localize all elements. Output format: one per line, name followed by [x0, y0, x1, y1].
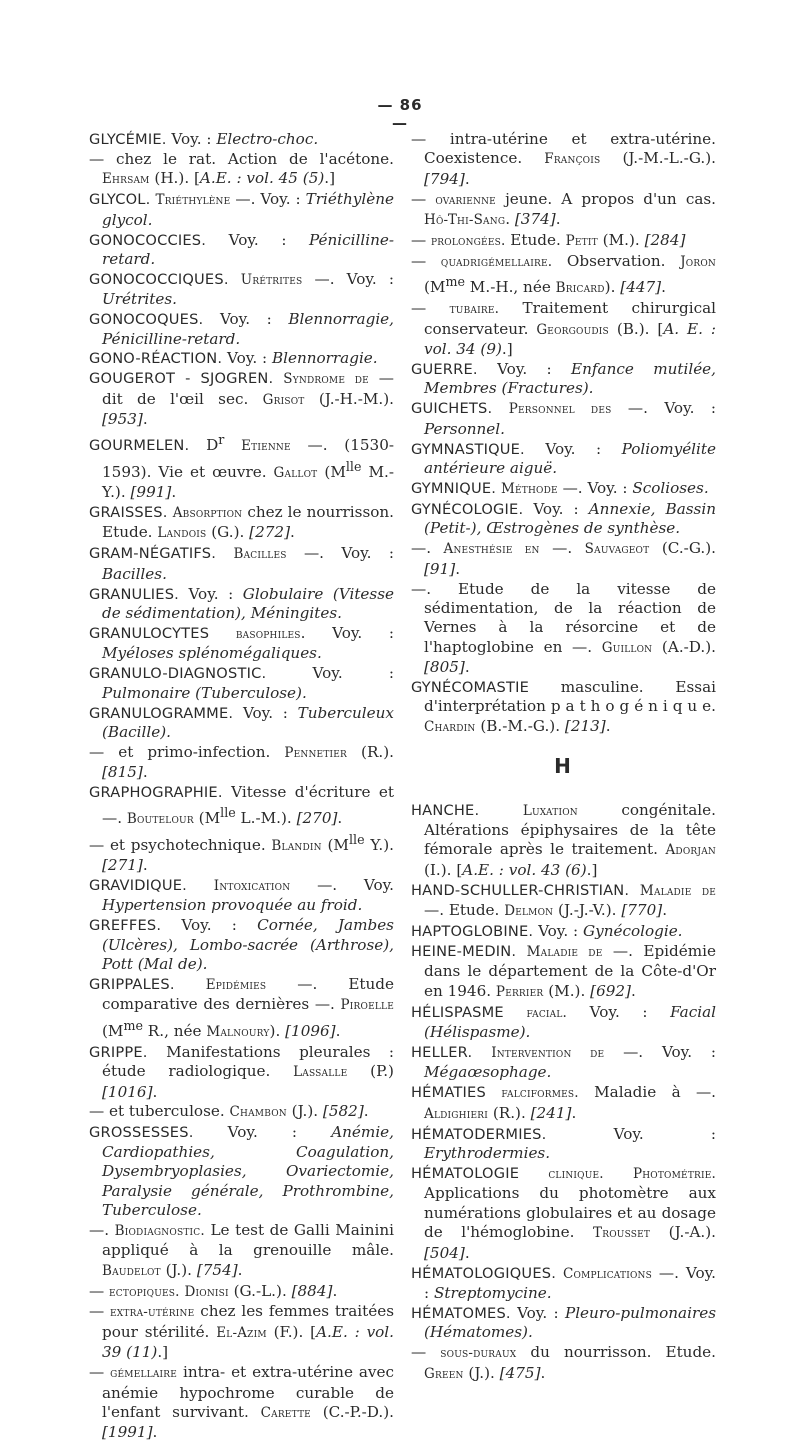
index-entry: — gémellaire intra- et extra-utérine avec anémie hypochrome curable de l'enfant survivant. Carette (C.-P.-D.). [1991].	[89, 1363, 395, 1442]
page-number: — 86 —	[377, 96, 423, 132]
index-entry: — ovarienne jeune. A propos d'un cas. Hô-Thi-Sang. [374].	[411, 189, 717, 229]
index-entry: GONOCOCCIQUES. Urétrites —. Voy. : Urétrites.	[89, 269, 394, 309]
index-entry: GRANULIES. Voy. : Globulaire (Vitesse de sédimentation), Méningites.	[89, 584, 394, 622]
index-entry: GRAPHOGRAPHIE. Vitesse d'écriture et —. Boutelour ($M^{lle}$ L.-M.). [270].	[89, 783, 394, 827]
index-entry: GYMNASTIQUE. Voy. : Poliomyélite antérieure aiguë.	[411, 439, 716, 478]
index-entry: — et psychotechnique. Blandin ($M^{lle}$ Y.). [271].	[89, 831, 394, 874]
index-entry: GROSSESSES. Voy. : Anémie, Cardiopathies, Coagulation, Dysembryoplasies, Ovariectomie, Paralysie générale, Prothrombine, Tuberculose.	[89, 1123, 394, 1219]
index-entry: GOURMELEN. $D^r$ Etienne —. (1530-1593). Vie et œuvre. Gallot ($M^{lle}$ M.-Y.). [991].	[89, 432, 394, 502]
index-entry: GYMNIQUE. Méthode —. Voy. : Scolioses.	[411, 478, 709, 497]
index-entry: HÉLISPASME facial. Voy. : Facial (Hélispasme).	[411, 1002, 716, 1042]
index-entry: —. Etude de la vitesse de sédimentation, de la réaction de Vernes à la résorcine et de l'haptoglobine en —. Guillon (A.-D.). [805].	[411, 579, 716, 677]
index-entry: — intra-utérine et extra-utérine. Coexistence. François (J.-M.-L.-G.). [794].	[411, 130, 716, 188]
index-entry: HANCHE. Luxation congénitale. Altérations épiphysaires de la tête fémorale après le traitement. Adorjan (I.). [A.E. : vol. 43 (6).]	[411, 800, 716, 879]
index-entry: — quadrigémellaire. Observation. Joron ($M^{me}$ M.-H., née Bricard). [447].	[411, 251, 717, 297]
index-entry: GRIPPE. Manifestations pleurales : étude radiologique. Lassalle (P.) [1016].	[89, 1042, 394, 1101]
index-entry: —. Anesthésie en —. Sauvageot (C.-G.). [91].	[411, 539, 716, 578]
index-entry: HEINE-MEDIN. Maladie de —. Epidémie dans le département de la Côte-d'Or en 1946. Perrier (M.). [692].	[411, 942, 716, 1000]
index-entry: GUERRE. Voy. : Enfance mutilée, Membres (Fractures).	[411, 360, 716, 398]
index-column-right	[411, 130, 716, 1384]
index-entry: HAPTOGLOBINE. Voy. : Gynécologie.	[411, 922, 683, 941]
index-entry: GRANULOCYTES basophiles. Voy. : Myéloses splénomégaliques.	[89, 623, 394, 663]
index-entry: GLYCÉMIE. Voy. : Electro-choc.	[89, 130, 319, 148]
index-entry: — tubaire. Traitement chirurgical conservateur. Georgoudis (B.). [A. E. : vol. 34 (9).]	[411, 299, 716, 359]
index-entry: GUICHETS. Personnel des —. Voy. : Personnel.	[411, 399, 716, 438]
index-entry: HÉMATOLOGIQUES. Complications —. Voy. : Streptomycine.	[411, 1263, 716, 1302]
index-entry: — et tuberculose. Chambon (J.). [582].	[89, 1102, 369, 1121]
index-entry: GONO-RÉACTION. Voy. : Blennorragie.	[89, 349, 378, 368]
index-entry: HÉMATODERMIES. Voy. : Erythrodermies.	[411, 1124, 716, 1163]
entries-h	[411, 801, 716, 1384]
index-entry: HELLER. Intervention de —. Voy. : Mégaœsophage.	[411, 1043, 716, 1082]
index-entry: GRAM-NÉGATIFS. Bacilles —. Voy. : Bacilles.	[89, 544, 394, 583]
index-entry: GRAISSES. Absorption chez le nourrisson. Etude. Landois (G.). [272].	[89, 502, 395, 542]
entries-g-continued	[411, 130, 716, 737]
index-entry: — sous-duraux du nourrisson. Etude. Green (J.). [475].	[411, 1343, 716, 1382]
index-entry: GRANULOGRAMME. Voy. : Tuberculeux (Bacille).	[89, 703, 394, 741]
index-entry: — extra-utérine chez les femmes traitées pour stérilité. El-Azim (F.). [A.E. : vol. 39 (11).]	[89, 1302, 394, 1362]
index-entry: — et primo-infection. Pennetier (R.). [815].	[89, 742, 394, 782]
index-entry: GOUGEROT - SJOGREN. Syndrome de — dit de l'œil sec. Grisot (J.-H.-M.). [953].	[89, 369, 394, 429]
index-entry: HÉMATIES falciformes. Maladie à —. Aldighieri (R.). [241].	[411, 1083, 717, 1122]
index-entry: HÉMATOMES. Voy. : Pleuro-pulmonaires (Hématomes).	[411, 1303, 716, 1342]
index-entry: — prolongées. Etude. Petit (M.). [284]	[411, 231, 686, 250]
index-entry: GREFFES. Voy. : Cornée, Jambes (Ulcères), Lombo-sacrée (Arthrose), Pott (Mal de).	[89, 916, 394, 973]
index-entry: GRANULO-DIAGNOSTIC. Voy. : Pulmonaire (Tuberculose).	[89, 664, 394, 702]
index-entry: GYNÉCOLOGIE. Voy. : Annexie, Bassin (Petit-), Œstrogènes de synthèse.	[411, 499, 716, 538]
index-entry: GONOCOCCIES. Voy. : Pénicilline-retard.	[89, 230, 394, 268]
section-letter-h: H	[554, 754, 573, 779]
index-column-left	[89, 130, 394, 1443]
index-entry: GRIPPALES. Epidémies —. Etude comparative des dernières —. Piroelle ($M^{me}$ R., née Malnoury). [1096].	[89, 974, 395, 1040]
index-entry: GYNÉCOMASTIE masculine. Essai d'interprétation p a t h o g é n i q u e. Chardin (B.-M.-G.). [213].	[411, 678, 716, 735]
index-entry: HAND-SCHULLER-CHRISTIAN. Maladie de —. Etude. Delmon (J.-J.-V.). [770].	[411, 881, 717, 920]
index-entry: — chez le rat. Action de l'acétone. Ehrsam (H.). [A.E. : vol. 45 (5).]	[89, 149, 394, 188]
index-entry: GRAVIDIQUE. Intoxication —. Voy. Hypertension provoquée au froid.	[89, 875, 395, 915]
index-entry: GONOCOQUES. Voy. : Blennorragie, Pénicilline-retard.	[89, 310, 394, 348]
index-entry: —. Biodiagnostic. Le test de Galli Mainini appliqué à la grenouille mâle. Baudelot (J.). [754].	[89, 1220, 394, 1279]
index-entry: GLYCOL. Triéthylène —. Voy. : Triéthylène glycol.	[89, 190, 394, 229]
index-entry: HÉMATOLOGIE clinique. Photométrie. Applications du photomètre aux numérations globulaires et au dosage de l'hémoglobine. Trousset (J.-A.). [504].	[411, 1164, 717, 1262]
index-entry: — ectopiques. Dionisi (G.-L.). [884].	[89, 1281, 338, 1300]
